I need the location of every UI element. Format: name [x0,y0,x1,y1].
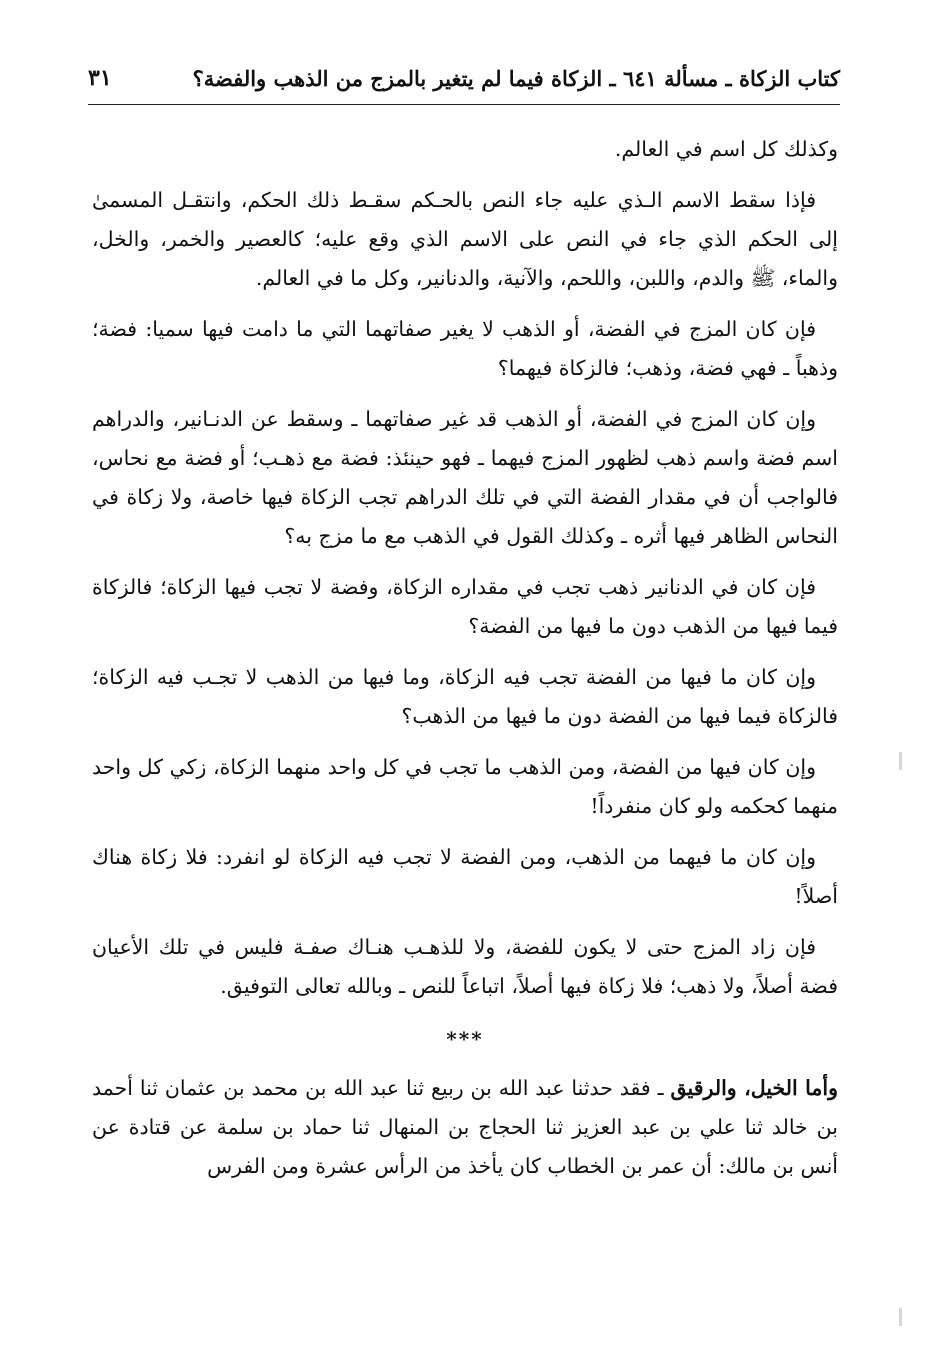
page-edge-mark [899,1308,902,1326]
section-heading: وأما الخيل، والرقيق [670,1076,838,1100]
paragraph-text: ـ فقد حدثنا عبد الله بن ربيع ثنا عبد الله بن محمد بن عثمان ثنا أحمد بن خالد ثنا علي بن عبد العزيز ثنا الحجاج بن المنهال ثنا حماد بن سلمة عن قتادة عن أنس بن مالك: أن عمر بن الخطاب كان يأخذ من الرأس عشرة ومن الفرس [92,1076,838,1178]
paragraph [92,1069,838,1186]
paragraph: فإن زاد المزج حتى لا يكون للفضة، ولا للذهـب هنـاك صفـة فليس في تلك الأعيان فضة أصلاً، ولا ذهب؛ فلا زكاة فيها أصلاً، اتباعاً للنص ـ وبالله تعالى التوفيق. [92,935,838,998]
paragraph: وإن كان ما فيهما من الذهب، ومن الفضة لا تجب فيه الزكاة لو انفرد: فلا زكاة هناك أصلاً! [92,845,838,908]
paragraph: وكذلك كل اسم في العالم. [614,137,838,161]
header-divider [88,104,840,105]
body-text [92,130,838,1198]
paragraph: وإن كان المزج في الفضة، أو الذهب قد غير صفاتهما ـ وسقط عن الدنـانير، والدراهم اسم فضة واسم ذهب لظهور المزج فيهما ـ فهو حينئذ: فضة مع ذهـب؛ أو فضة مع نحاس، فالواجب أن في مقدار الفضة التي في تلك الدراهم تجب الزكاة فيها خاصة، ولا زكاة في النحاس الظاهر فيها أثره ـ وكذلك القول في الذهب مع ما مزج به؟ [92,407,838,548]
section-separator: *** [446,1027,484,1051]
page-edge-mark [899,752,902,770]
running-header [88,58,840,98]
page-number: ٣١ [88,65,112,91]
paragraph: فإذا سقط الاسم الـذي عليه جاء النص بالحـكم سقـط ذلك الحكم، وانتقـل المسمىٰ إلى الحكم الذي جاء في النص على الاسم الذي وقع عليه؛ كالعصير والخمر، والخل، والماء، ﷺ والدم، واللبن، واللحم، والآنية، والدنانير، وكل ما في العالم. [92,188,838,290]
header-title: كتاب الزكاة ـ مسألة ٦٤١ ـ الزكاة فيما لم يتغير بالمزج من الذهب والفضة؟ [192,65,840,91]
paragraph: وإن كان فيها من الفضة، ومن الذهب ما تجب في كل واحد منهما الزكاة، زكي كل واحد منهما كحكمه ولو كان منفرداً! [92,755,838,818]
paragraph: وإن كان ما فيها من الفضة تجب فيه الزكاة، وما فيها من الذهب لا تجـب فيه الزكاة؛ فالزكاة فيما فيها من الفضة دون ما فيها من الذهب؟ [92,665,838,728]
paragraph: فإن كان في الدنانير ذهب تجب في مقداره الزكاة، وفضة لا تجب فيها الزكاة؛ فالزكاة فيما فيها من الذهب دون ما فيها من الفضة؟ [92,575,838,638]
paragraph: فإن كان المزج في الفضة، أو الذهب لا يغير صفاتهما التي ما دامت فيها سميا: فضة؛ وذهباً ـ فهي فضة، وذهب؛ فالزكاة فيهما؟ [92,317,838,380]
